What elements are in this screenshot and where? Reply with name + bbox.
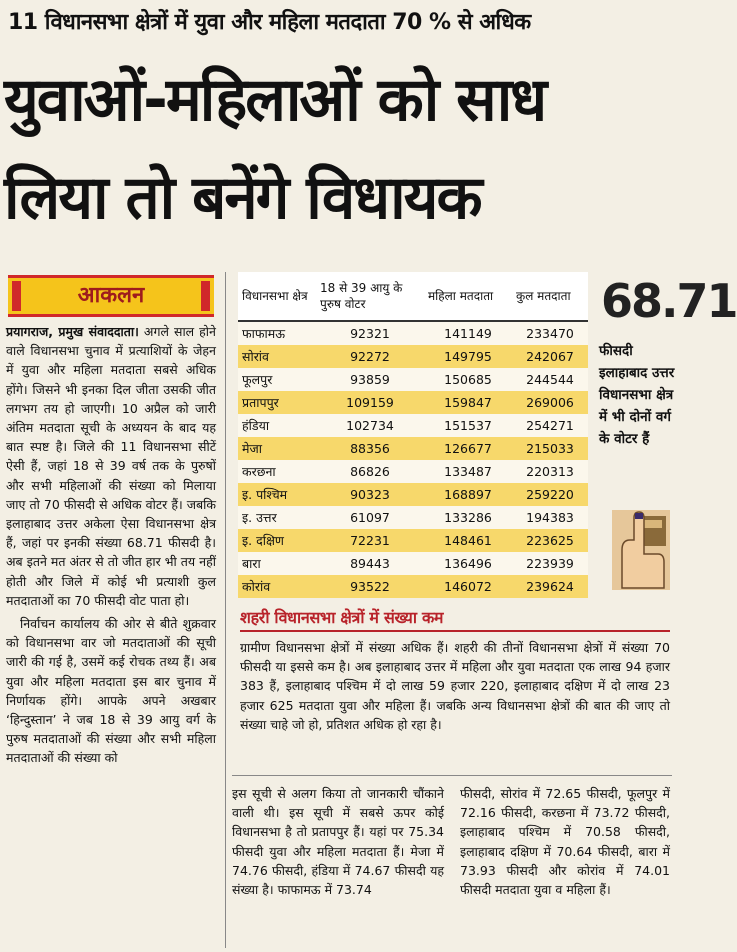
bottom-divider bbox=[232, 775, 672, 776]
cell-female: 159847 bbox=[424, 391, 512, 414]
cell-constituency: इ. पश्चिम bbox=[238, 483, 316, 506]
voter-finger-icon bbox=[612, 510, 670, 590]
column-divider bbox=[225, 272, 226, 948]
cell-young-male: 86826 bbox=[316, 460, 424, 483]
headline-line-2: लिया तो बनेंगे विधायक bbox=[4, 163, 481, 233]
cell-female: 149795 bbox=[424, 345, 512, 368]
cell-young-male: 102734 bbox=[316, 414, 424, 437]
header-total: कुल मतदाता bbox=[512, 272, 588, 321]
left-para-1-text: अगले साल होने वाले विधानसभा चुनाव में प्रत्याशियों के जेहन में युवा और महिला मतदाता सबसे अधिक होंगे। जिसने भी इनका दिल जीता उसकी जीत लगभग तय हो जाएगी। 10 अप्रैल को जारी अंतिम मतदाता सूची के अध्ययन के बाद यह बात स्पष्ट है। जिले की 11 विधानसभा सीटें ऐसी हैं, जहां 18 से 39 वर्ष तक के पुरुषों और सभी महिलाओं की संख्या को मिलाया जाए तो 70 फीसदी से अधिक वोटर हैं। जबकि इलाहाबाद उत्तर अकेला ऐसा विधानसभा क्षेत्र हैं, जहां पर इनकी संख्या 68.71 फीसदी है। अब इतने मत अंतर से तो जीत हार भी तय नहीं होती और जिले में कोई भी प्रत्याशी कुल मतदाताओं का 70 फीसदी वोट पाता हो। bbox=[6, 324, 216, 608]
table-row bbox=[238, 529, 588, 552]
cell-total: 194383 bbox=[512, 506, 588, 529]
table-row bbox=[238, 437, 588, 460]
section-tag-label: आकलन bbox=[77, 283, 145, 308]
cell-female: 168897 bbox=[424, 483, 512, 506]
cell-female: 136496 bbox=[424, 552, 512, 575]
cell-young-male: 61097 bbox=[316, 506, 424, 529]
cell-young-male: 88356 bbox=[316, 437, 424, 460]
cell-female: 151537 bbox=[424, 414, 512, 437]
cell-constituency: मेजा bbox=[238, 437, 316, 460]
cell-young-male: 72231 bbox=[316, 529, 424, 552]
table-row bbox=[238, 460, 588, 483]
table-row bbox=[238, 483, 588, 506]
table-row bbox=[238, 414, 588, 437]
cell-constituency: हंडिया bbox=[238, 414, 316, 437]
cell-total: 215033 bbox=[512, 437, 588, 460]
cell-total: 220313 bbox=[512, 460, 588, 483]
cell-female: 133286 bbox=[424, 506, 512, 529]
cell-young-male: 92321 bbox=[316, 321, 424, 345]
voter-table-header bbox=[238, 272, 588, 321]
header-constituency: विधानसभा क्षेत्र bbox=[238, 272, 316, 321]
cell-constituency: प्रतापपुर bbox=[238, 391, 316, 414]
cell-female: 150685 bbox=[424, 368, 512, 391]
table-row bbox=[238, 345, 588, 368]
cell-constituency: सोरांव bbox=[238, 345, 316, 368]
left-para-1 bbox=[6, 322, 216, 610]
cell-total: 259220 bbox=[512, 483, 588, 506]
cell-total: 244544 bbox=[512, 368, 588, 391]
cell-constituency: बारा bbox=[238, 552, 316, 575]
header-female: महिला मतदाता bbox=[424, 272, 512, 321]
cell-young-male: 92272 bbox=[316, 345, 424, 368]
table-row bbox=[238, 391, 588, 414]
dateline: प्रयागराज, प्रमुख संवाददाता। bbox=[6, 324, 139, 339]
cell-total: 223939 bbox=[512, 552, 588, 575]
kicker: 11 विधानसभा क्षेत्रों में युवा और महिला मतदाता 70 % से अधिक bbox=[8, 10, 531, 35]
table-row bbox=[238, 506, 588, 529]
subhead: शहरी विधानसभा क्षेत्रों में संख्या कम bbox=[240, 608, 444, 627]
cell-young-male: 93859 bbox=[316, 368, 424, 391]
header-young-male: 18 से 39 आयु के पुरुष वोटर bbox=[316, 272, 424, 321]
left-para-2: निर्वाचन कार्यालय की ओर से बीते शुक्रवार को विधानसभा वार जो मतदाताओं की सूची जारी की गई है, उसमें कई रोचक तथ्य हैं। अब युवा और महिला मतदाता इस बार चुनाव में निर्णायक होंगे। आपके अपने अखबार ‘हिन्दुस्तान’ ने जब 18 से 39 आयु वर्ग के पुरुष मतदाताओं की संख्या और सभी महिला मतदाताओं की संख्या को bbox=[6, 616, 216, 766]
cell-female: 126677 bbox=[424, 437, 512, 460]
middle-column: इस सूची से अलग किया तो जानकारी चौंकाने वाली थी। इस सूची में सबसे ऊपर कोई विधानसभा है तो प्रतापपुर हैं। यहां पर 75.34 फीसदी युवा और महिला मतदाता हैं। मेजा में 74.76 फीसदी, हंडिया में 74.67 फीसदी यह संख्या है। फाफामऊ में 73.74 bbox=[232, 786, 444, 898]
cell-total: 239624 bbox=[512, 575, 588, 598]
left-column bbox=[6, 322, 216, 768]
cell-constituency: इ. उत्तर bbox=[238, 506, 316, 529]
cell-total: 223625 bbox=[512, 529, 588, 552]
cell-constituency: फाफामऊ bbox=[238, 321, 316, 345]
cell-constituency: फूलपुर bbox=[238, 368, 316, 391]
cell-female: 148461 bbox=[424, 529, 512, 552]
cell-constituency: कोरांव bbox=[238, 575, 316, 598]
table-row bbox=[238, 575, 588, 598]
table-row bbox=[238, 368, 588, 391]
voter-table bbox=[238, 272, 588, 598]
side-stat-value: 68.71 bbox=[601, 274, 737, 328]
cell-female: 146072 bbox=[424, 575, 512, 598]
cell-total: 233470 bbox=[512, 321, 588, 345]
cell-young-male: 89443 bbox=[316, 552, 424, 575]
cell-total: 242067 bbox=[512, 345, 588, 368]
cell-female: 133487 bbox=[424, 460, 512, 483]
subhead-text: ग्रामीण विधानसभा क्षेत्रों में संख्या अधिक हैं। शहरी की तीनों विधानसभा क्षेत्रों में संख्या 70 फीसदी या इससे कम है। अब इलाहाबाद उत्तर में महिला और युवा मतदाता एक लाख 94 हजार 383 हैं, इलाहाबाद पश्चिम में दो लाख 59 हजार 220, इलाहाबाद दक्षिण में दो लाख 23 हजार 625 मतदाता युवा और महिला हैं। जबकि अन्य विधानसभा क्षेत्रों की बात की जाए तो संख्या चाहे जो हो, प्रतिशत अधिक हो रहा है। bbox=[240, 640, 670, 732]
cell-young-male: 93522 bbox=[316, 575, 424, 598]
cell-young-male: 109159 bbox=[316, 391, 424, 414]
subhead-rule bbox=[240, 630, 670, 632]
cell-constituency: इ. दक्षिण bbox=[238, 529, 316, 552]
cell-total: 269006 bbox=[512, 391, 588, 414]
side-stat-text: फीसदी इलाहाबाद उत्तर विधानसभा क्षेत्र में भी दोनों वर्ग के वोटर हैं bbox=[599, 343, 675, 447]
cell-constituency: करछना bbox=[238, 460, 316, 483]
table-row bbox=[238, 552, 588, 575]
section-tag bbox=[8, 275, 214, 317]
headline-line-1: युवाओं-महिलाओं को साध bbox=[4, 65, 546, 135]
table-row bbox=[238, 321, 588, 345]
cell-total: 254271 bbox=[512, 414, 588, 437]
cell-female: 141149 bbox=[424, 321, 512, 345]
right-column: फीसदी, सोरांव में 72.65 फीसदी, फूलपुर में 72.16 फीसदी, करछना में 73.72 फीसदी, इलाहाबाद पश्चिम में 70.58 फीसदी, इलाहाबाद दक्षिण में 70.64 फीसदी, बारा में 73.93 फीसदी और कोरांव में 74.01 फीसदी मतदाता युवा व महिला हैं। bbox=[460, 786, 670, 898]
cell-young-male: 90323 bbox=[316, 483, 424, 506]
